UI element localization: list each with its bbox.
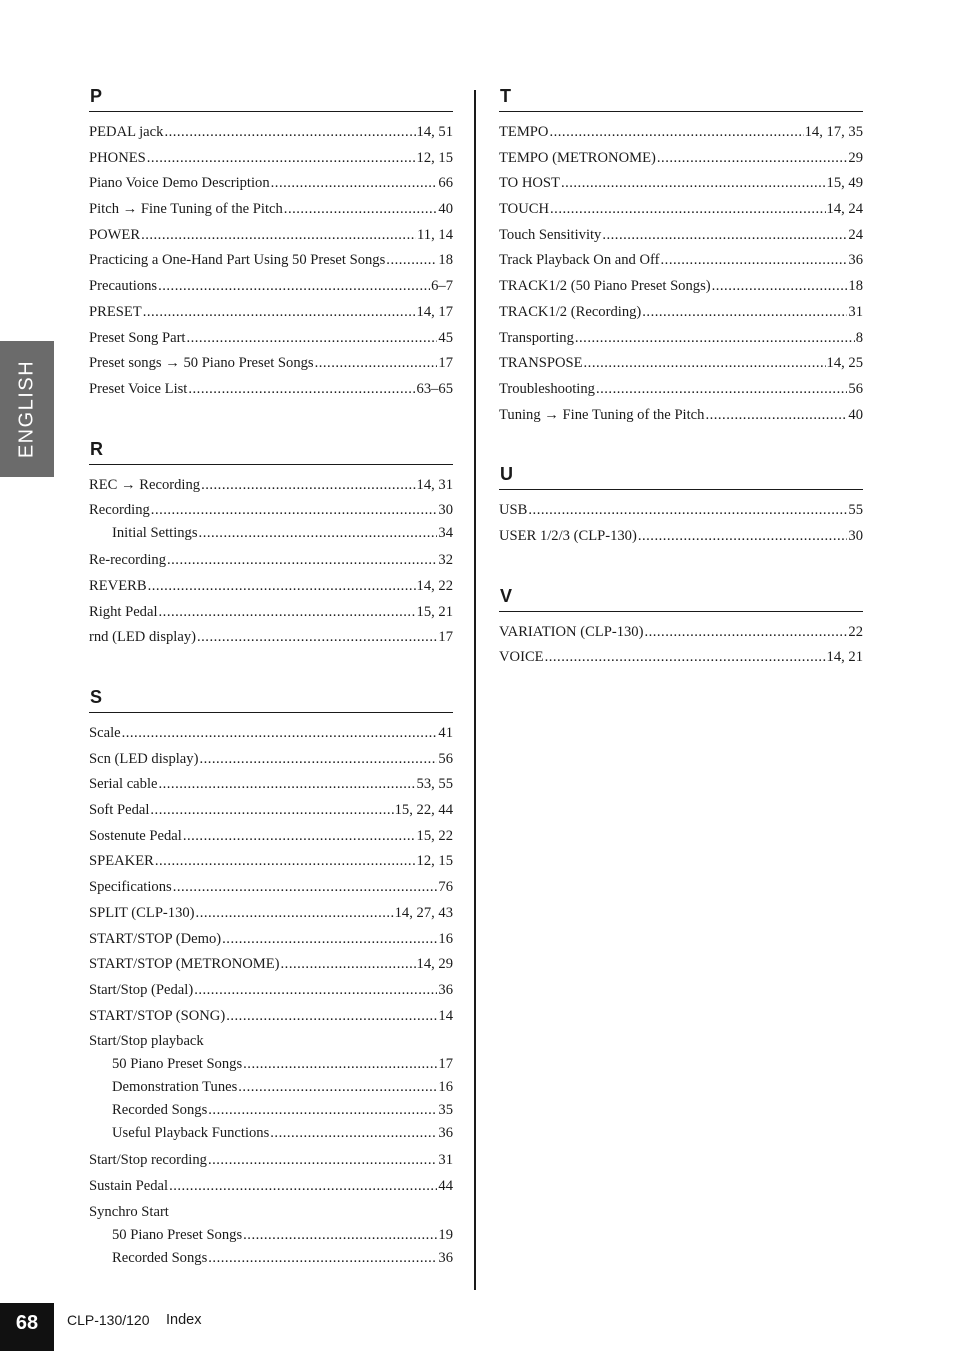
- page-number-box: [0, 1303, 54, 1351]
- section-letter: R: [89, 438, 453, 465]
- index-pages: 14: [438, 1007, 453, 1024]
- index-entry: [89, 146, 453, 172]
- index-pages: 30: [438, 502, 453, 519]
- index-line: [89, 197, 453, 223]
- index-entry: [499, 620, 863, 646]
- index-term: Precautions: [89, 278, 158, 295]
- index-pages: 31: [438, 1152, 453, 1169]
- index-term: SPLIT (CLP-130): [89, 904, 195, 921]
- index-line: [89, 824, 453, 850]
- index-line: [89, 927, 453, 953]
- index-term: USER 1/2/3 (CLP-130): [499, 527, 637, 544]
- index-line: [89, 300, 453, 326]
- dot-leader: [173, 875, 438, 901]
- index-pages: 16: [438, 930, 453, 947]
- index-term: rnd (LED display): [89, 629, 196, 646]
- index-subentry: [89, 1123, 453, 1144]
- index-term: REVERB: [89, 577, 147, 594]
- dot-leader: [155, 849, 416, 875]
- index-line: [89, 1004, 453, 1030]
- dot-leader: [315, 351, 438, 377]
- index-pages: 76: [438, 879, 453, 896]
- index-pages: 32: [438, 552, 453, 569]
- index-pages: 11, 14: [417, 226, 453, 243]
- index-section: [89, 438, 453, 651]
- index-term: Scn (LED display): [89, 750, 199, 767]
- footer-section-title: Index: [166, 1312, 202, 1328]
- index-term: Recording: [89, 502, 150, 519]
- dot-leader: [270, 1123, 437, 1144]
- index-line: [499, 248, 863, 274]
- index-term: Initial Settings: [112, 525, 198, 542]
- index-line: [89, 326, 453, 352]
- index-line: [499, 197, 863, 223]
- index-entry: [89, 326, 453, 352]
- dot-leader: [158, 772, 415, 798]
- index-entry: [89, 1202, 453, 1269]
- index-line: [499, 300, 863, 326]
- index-line: [89, 901, 453, 927]
- index-pages: 55: [848, 502, 863, 519]
- index-entry: [89, 1004, 453, 1030]
- dot-leader: [661, 248, 848, 274]
- index-term: 50 Piano Preset Songs: [112, 1056, 243, 1073]
- index-pages: 66: [438, 175, 453, 192]
- index-line: [89, 473, 453, 499]
- index-term: USB: [499, 502, 528, 519]
- index-entry: [89, 351, 453, 377]
- index-line: [89, 274, 453, 300]
- dot-leader: [642, 300, 847, 326]
- index-pages: 56: [438, 750, 453, 767]
- index-pages: 17: [438, 355, 453, 372]
- index-pages: 18: [848, 278, 863, 295]
- index-term: Start/Stop (Pedal): [89, 981, 194, 998]
- index-section: [499, 85, 863, 428]
- dot-leader: [549, 120, 803, 146]
- index-pages: 15, 22: [416, 827, 453, 844]
- page-number: 68: [15, 1312, 39, 1334]
- index-entry: [89, 574, 453, 600]
- dot-leader: [169, 1174, 437, 1200]
- index-term: TO HOST: [499, 175, 560, 192]
- index-line: [89, 223, 453, 249]
- language-tab: [0, 341, 54, 477]
- index-pages: 15, 22, 44: [394, 802, 453, 819]
- index-entry: [499, 223, 863, 249]
- index-entry: [499, 274, 863, 300]
- index-line: [89, 721, 453, 747]
- index-term: PHONES: [89, 149, 146, 166]
- index-line: [499, 620, 863, 646]
- dot-leader: [188, 377, 415, 403]
- index-line: [89, 952, 453, 978]
- index-term: Soft Pedal: [89, 802, 150, 819]
- index-pages: 56: [848, 380, 863, 397]
- index-entry: [89, 625, 453, 651]
- dot-leader: [243, 1225, 437, 1246]
- dot-leader: [199, 523, 438, 544]
- index-line: [89, 1174, 453, 1200]
- index-term: Pitch → Fine Tuning of the Pitch: [89, 201, 283, 218]
- index-entry: [499, 377, 863, 403]
- dot-leader: [712, 274, 848, 300]
- index-section: [89, 686, 453, 1269]
- index-entry: [89, 1148, 453, 1174]
- index-pages: 12, 15: [416, 853, 453, 870]
- index-subentry: [89, 1225, 453, 1246]
- index-entry: [89, 772, 453, 798]
- language-tab-label: ENGLISH: [15, 359, 38, 459]
- index-term: Sostenute Pedal: [89, 827, 182, 844]
- index-term: START/STOP (METRONOME): [89, 956, 280, 973]
- index-entry: [89, 875, 453, 901]
- index-entry: [499, 524, 863, 550]
- index-pages: 34: [438, 525, 453, 542]
- dot-leader: [159, 600, 416, 626]
- index-column-left: [89, 85, 453, 1304]
- index-term: REC → Recording: [89, 476, 201, 493]
- index-line: [499, 403, 863, 429]
- index-pages: 40: [438, 201, 453, 218]
- index-pages: 16: [438, 1079, 453, 1096]
- index-entry: [89, 473, 453, 499]
- dot-leader: [208, 1148, 437, 1174]
- dot-leader: [226, 1004, 437, 1030]
- index-entry: [89, 952, 453, 978]
- index-entry: [89, 223, 453, 249]
- index-term: Practicing a One-Hand Part Using 50 Preset Songs: [89, 252, 386, 269]
- dot-leader: [238, 1077, 437, 1098]
- dot-leader: [644, 620, 847, 646]
- index-line: [499, 645, 863, 671]
- index-pages: 63–65: [416, 380, 453, 397]
- index-pages: 29: [848, 149, 863, 166]
- index-line: [89, 548, 453, 574]
- dot-leader: [528, 498, 847, 524]
- index-subentry: [89, 1248, 453, 1269]
- index-line: [499, 524, 863, 550]
- index-section: [499, 585, 863, 671]
- dot-leader: [281, 952, 416, 978]
- index-term: Scale: [89, 725, 121, 741]
- index-line: [499, 498, 863, 524]
- index-pages: 36: [438, 1249, 453, 1266]
- index-entry: [89, 849, 453, 875]
- index-term: Preset Voice List: [89, 380, 188, 397]
- index-pages: 24: [848, 226, 863, 243]
- index-entry: [499, 403, 863, 429]
- index-pages: 18: [438, 252, 453, 269]
- index-term: TEMPO: [499, 124, 549, 140]
- index-pages: 15, 49: [826, 175, 863, 192]
- index-pages: 14, 22: [416, 577, 453, 594]
- index-section: [89, 85, 453, 403]
- index-term: Troubleshooting: [499, 380, 595, 397]
- section-letter: P: [89, 85, 453, 112]
- dot-leader: [143, 300, 416, 326]
- dot-leader: [271, 171, 438, 197]
- dot-leader: [561, 171, 826, 197]
- index-term: Re-recording: [89, 552, 166, 569]
- index-entry: [499, 171, 863, 197]
- index-term: Transporting: [499, 329, 574, 346]
- index-entry: [499, 300, 863, 326]
- dot-leader: [141, 223, 416, 249]
- index-line: [89, 600, 453, 626]
- index-term: 50 Piano Preset Songs: [112, 1226, 243, 1243]
- index-entry: [89, 927, 453, 953]
- index-term: Start/Stop recording: [89, 1152, 207, 1169]
- index-entry: [89, 1174, 453, 1200]
- index-entry: [89, 901, 453, 927]
- index-pages: 17: [438, 1056, 453, 1073]
- index-term: Preset Song Part: [89, 329, 186, 346]
- index-entry: [89, 500, 453, 544]
- index-entry: [89, 798, 453, 824]
- index-entry: [499, 248, 863, 274]
- index-section: [499, 463, 863, 549]
- index-pages: 12, 15: [416, 149, 453, 166]
- index-entry: [89, 274, 453, 300]
- index-term: PEDAL jack: [89, 124, 164, 140]
- index-entry: [89, 824, 453, 850]
- dot-leader: [657, 146, 848, 172]
- dot-leader: [158, 274, 430, 300]
- section-letter: V: [499, 585, 863, 612]
- index-line: [499, 274, 863, 300]
- dot-leader: [183, 824, 416, 850]
- index-entry: [499, 645, 863, 671]
- index-term: Synchro Start: [89, 1203, 169, 1220]
- dot-leader: [208, 1100, 437, 1121]
- index-term: VOICE: [499, 649, 544, 666]
- index-term: Recorded Songs: [112, 1102, 208, 1119]
- index-term: START/STOP (Demo): [89, 930, 222, 947]
- index-pages: 22: [848, 623, 863, 640]
- dot-leader: [150, 798, 393, 824]
- dot-leader: [596, 377, 847, 403]
- index-entry: [89, 300, 453, 326]
- index-pages: 15, 21: [416, 603, 453, 620]
- index-term: START/STOP (SONG): [89, 1007, 226, 1024]
- index-line: [499, 171, 863, 197]
- index-term: PRESET: [89, 303, 142, 320]
- index-term: Useful Playback Functions: [112, 1125, 270, 1142]
- index-line: [89, 171, 453, 197]
- dot-leader: [148, 574, 416, 600]
- index-pages: 36: [848, 252, 863, 269]
- index-pages: 14, 31: [416, 476, 453, 493]
- index-term: Start/Stop playback: [89, 1033, 204, 1050]
- dot-leader: [194, 978, 437, 1004]
- index-pages: 14, 24: [826, 201, 863, 218]
- index-entry: [89, 377, 453, 403]
- index-line: [89, 120, 453, 146]
- index-term: Demonstration Tunes: [112, 1079, 238, 1096]
- index-entry: [89, 978, 453, 1004]
- index-pages: 14, 21: [826, 649, 863, 666]
- index-pages: 17: [438, 629, 453, 646]
- index-pages: 14, 51: [416, 124, 453, 140]
- index-line: [89, 798, 453, 824]
- index-term: VARIATION (CLP-130): [499, 623, 644, 640]
- index-term: POWER: [89, 226, 141, 243]
- index-line: [89, 1202, 453, 1223]
- index-pages: 36: [438, 981, 453, 998]
- index-pages: 45: [438, 329, 453, 346]
- index-term: TRACK1/2 (50 Piano Preset Songs): [499, 278, 711, 295]
- index-entry: [89, 248, 453, 274]
- index-term: TRANSPOSE: [499, 355, 583, 372]
- dot-leader: [122, 721, 438, 747]
- index-line: [89, 1148, 453, 1174]
- index-entry: [499, 326, 863, 352]
- index-subentry: [89, 1100, 453, 1121]
- index-term: Sustain Pedal: [89, 1177, 169, 1194]
- index-subentry: [89, 1077, 453, 1098]
- index-pages: 41: [438, 725, 453, 741]
- index-term: Serial cable: [89, 776, 158, 793]
- index-entry: [499, 351, 863, 377]
- index-line: [499, 146, 863, 172]
- index-pages: 14, 25: [826, 355, 863, 372]
- index-entry: [499, 197, 863, 223]
- index-pages: 14, 29: [416, 956, 453, 973]
- dot-leader: [602, 223, 847, 249]
- index-line: [89, 625, 453, 651]
- dot-leader: [243, 1054, 437, 1075]
- index-term: Preset songs → 50 Piano Preset Songs: [89, 355, 314, 372]
- index-pages: 14, 17, 35: [804, 124, 863, 140]
- section-letter: S: [89, 686, 453, 713]
- dot-leader: [386, 248, 437, 274]
- index-line: [89, 747, 453, 773]
- section-letter: U: [499, 463, 863, 490]
- index-entry: [89, 120, 453, 146]
- index-term: SPEAKER: [89, 853, 154, 870]
- index-term: Recorded Songs: [112, 1249, 208, 1266]
- dot-leader: [284, 197, 438, 223]
- dot-leader: [575, 326, 855, 352]
- index-line: [499, 351, 863, 377]
- index-term: TOUCH: [499, 201, 550, 218]
- dot-leader: [550, 197, 826, 223]
- footer-model: CLP-130/120: [67, 1312, 150, 1328]
- index-pages: 8: [855, 329, 863, 346]
- index-line: [499, 120, 863, 146]
- column-divider: [474, 90, 476, 1290]
- index-entry: [89, 197, 453, 223]
- index-line: [89, 351, 453, 377]
- index-pages: 30: [848, 527, 863, 544]
- dot-leader: [151, 500, 438, 521]
- dot-leader: [147, 146, 416, 172]
- index-entry: [89, 171, 453, 197]
- index-line: [89, 146, 453, 172]
- index-entry: [89, 1031, 453, 1144]
- index-line: [89, 248, 453, 274]
- index-line: [89, 500, 453, 521]
- index-line: [89, 377, 453, 403]
- index-pages: 14, 27, 43: [394, 904, 453, 921]
- index-line: [89, 772, 453, 798]
- dot-leader: [186, 326, 437, 352]
- dot-leader: [222, 927, 437, 953]
- index-line: [89, 978, 453, 1004]
- index-pages: 35: [438, 1102, 453, 1119]
- index-term: Touch Sensitivity: [499, 226, 602, 243]
- index-line: [89, 1031, 453, 1052]
- index-line: [89, 849, 453, 875]
- index-pages: 53, 55: [416, 776, 453, 793]
- index-entry: [89, 721, 453, 747]
- dot-leader: [197, 625, 437, 651]
- dot-leader: [199, 747, 437, 773]
- index-pages: 40: [848, 406, 863, 423]
- index-term: Right Pedal: [89, 603, 158, 620]
- index-pages: 14, 17: [416, 303, 453, 320]
- index-pages: 36: [438, 1125, 453, 1142]
- index-pages: 31: [848, 303, 863, 320]
- index-line: [89, 875, 453, 901]
- index-entry: [89, 548, 453, 574]
- index-term: Piano Voice Demo Description: [89, 175, 270, 192]
- index-entry: [89, 600, 453, 626]
- index-line: [499, 326, 863, 352]
- index-line: [499, 377, 863, 403]
- dot-leader: [584, 351, 826, 377]
- dot-leader: [638, 524, 848, 550]
- index-term: Tuning → Fine Tuning of the Pitch: [499, 406, 705, 423]
- index-term: Track Playback On and Off: [499, 252, 660, 269]
- index-pages: 6–7: [431, 278, 453, 295]
- index-line: [499, 223, 863, 249]
- index-line: [89, 574, 453, 600]
- dot-leader: [201, 473, 415, 499]
- index-entry: [499, 146, 863, 172]
- dot-leader: [208, 1248, 437, 1269]
- index-entry: [89, 747, 453, 773]
- index-entry: [499, 498, 863, 524]
- dot-leader: [196, 901, 394, 927]
- dot-leader: [705, 403, 847, 429]
- index-subentry: [89, 1054, 453, 1075]
- dot-leader: [164, 120, 415, 146]
- dot-leader: [167, 548, 437, 574]
- index-pages: 19: [438, 1226, 453, 1243]
- index-pages: 44: [438, 1177, 453, 1194]
- index-term: TRACK1/2 (Recording): [499, 303, 642, 320]
- index-entry: [499, 120, 863, 146]
- index-term: Specifications: [89, 879, 172, 896]
- index-subentry: [89, 523, 453, 544]
- index-term: TEMPO (METRONOME): [499, 149, 656, 166]
- section-letter: T: [499, 85, 863, 112]
- index-column-right: [499, 85, 863, 706]
- dot-leader: [545, 645, 826, 671]
